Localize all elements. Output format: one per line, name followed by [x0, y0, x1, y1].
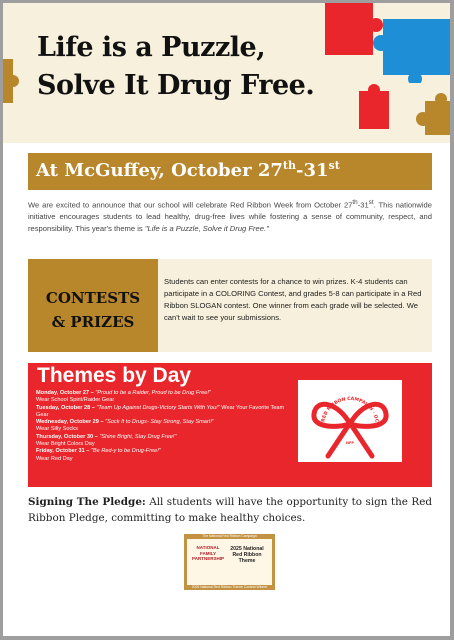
theme-wear: Wear Silly Socks — [36, 426, 78, 433]
red-ribbon-icon — [298, 380, 402, 462]
contests-label-line-1: CONTESTS — [45, 289, 141, 307]
badge-theme-line-3: Theme — [238, 558, 256, 564]
pledge-text: All students will have the opportunity to sign the Red Ribbon Pledge, committing to make healthy choices. — [28, 496, 432, 524]
event-heading-text: At McGuffey, October 27 — [36, 160, 283, 181]
theme-quote: "Sock It to Drugs- Stay Strong, Stay Smart!" — [105, 419, 214, 426]
theme-quote: "Be Red-y to be Drug-Free!" — [90, 448, 161, 455]
theme-day-label: Thursday, October 30 – — [36, 433, 98, 440]
theme-quote: "Proud to be a Raider, Proud to be Drug Free!" — [95, 390, 211, 396]
puzzle-piece-gold-icon — [415, 89, 450, 139]
badge-theme-line-2: Red Ribbon — [232, 552, 262, 558]
intro-text-3: . This nationwide initiative encourages students to lead healthy, drug-free lives while fostering a sense of community, respect, and responsibility. This year's theme is — [28, 200, 432, 233]
badge-bottom-text: 2025 National Red Ribbon Theme Contest Winner — [191, 585, 268, 589]
theme-badge — [184, 534, 275, 590]
theme-day-label: Wednesday, October 29 – — [36, 419, 104, 426]
event-heading-bar — [28, 153, 432, 190]
event-heading-sup1: th — [282, 159, 296, 172]
theme-day-friday — [36, 448, 298, 463]
theme-wear: Wear Bright Colors Day — [36, 441, 95, 448]
contests-label-line-2: & PRIZES — [51, 313, 135, 331]
intro-sup-1: th — [352, 199, 358, 206]
intro-paragraph — [28, 197, 432, 234]
contests-label-box — [28, 259, 158, 352]
theme-day-tuesday — [36, 405, 298, 420]
badge-theme — [228, 546, 266, 564]
header-banner — [3, 3, 450, 143]
red-ribbon-logo — [298, 380, 402, 462]
ribbon-arc-text — [298, 380, 380, 427]
theme-wear: Wear Your Favorite Team Gear — [36, 404, 285, 418]
pledge-paragraph — [28, 494, 432, 526]
puzzle-piece-left-icon — [3, 53, 21, 109]
themes-heading: Themes by Day — [37, 364, 192, 387]
title-line-1: Life is a Puzzle, — [37, 32, 266, 63]
themes-section — [28, 363, 432, 487]
theme-day-monday — [36, 390, 298, 405]
theme-wear: Wear Red Day — [36, 455, 73, 462]
theme-quote: "Team Up Against Drugs-Victory Starts With You!" — [96, 404, 220, 411]
themes-list — [36, 390, 298, 463]
event-heading-dash: -31 — [295, 160, 329, 181]
intro-theme: "Life is a Puzzle, Solve it Drug Free." — [144, 223, 269, 233]
theme-quote: "Shine Bright, Stay Drug Free!" — [99, 433, 177, 440]
badge-top-text: The National Red Ribbon Campaign — [202, 534, 257, 538]
puzzle-piece-blue-icon — [371, 15, 450, 83]
badge-org: NATIONAL FAMILY PARTNERSHIP — [192, 545, 224, 561]
theme-day-label: Tuesday, October 28 – — [36, 404, 95, 411]
theme-day-label: Monday, October 27 – — [36, 390, 94, 396]
theme-wear: Wear School Spirit/Raider Gear — [36, 397, 115, 404]
intro-text-1: We are excited to announce that our school will celebrate Red Ribbon Week from October 27 — [28, 200, 353, 210]
theme-day-thursday — [36, 434, 298, 449]
ribbon-arc-textpath: RED RIBBON CAMPAIGN · OCT — [321, 396, 380, 426]
theme-day-label: Friday, October 31 – — [36, 448, 90, 455]
intro-text-2: -31 — [357, 200, 369, 210]
theme-day-wednesday — [36, 419, 298, 434]
event-heading-sup2: st — [328, 159, 340, 172]
page-title — [37, 29, 314, 105]
intro-sup-2: st — [368, 199, 374, 206]
event-heading — [36, 159, 340, 181]
contests-description: Students can enter contests for a chance to win prizes. K-4 students can participate in a COLORING Contest, and grades 5-8 can participate in a Red Ribbon SLOGAN contest. One winner from each grade will be selected. We can't wait to see your submissions. — [164, 277, 422, 322]
puzzle-piece-small-red-icon — [355, 83, 395, 135]
contests-section — [28, 259, 432, 352]
badge-theme-line-1: 2025 National — [230, 546, 264, 552]
flyer-page — [3, 3, 450, 636]
pledge-label: Signing The Pledge: — [28, 496, 146, 508]
ribbon-small-text: NFP — [346, 441, 354, 445]
title-line-2: Solve It Drug Free. — [37, 70, 315, 101]
